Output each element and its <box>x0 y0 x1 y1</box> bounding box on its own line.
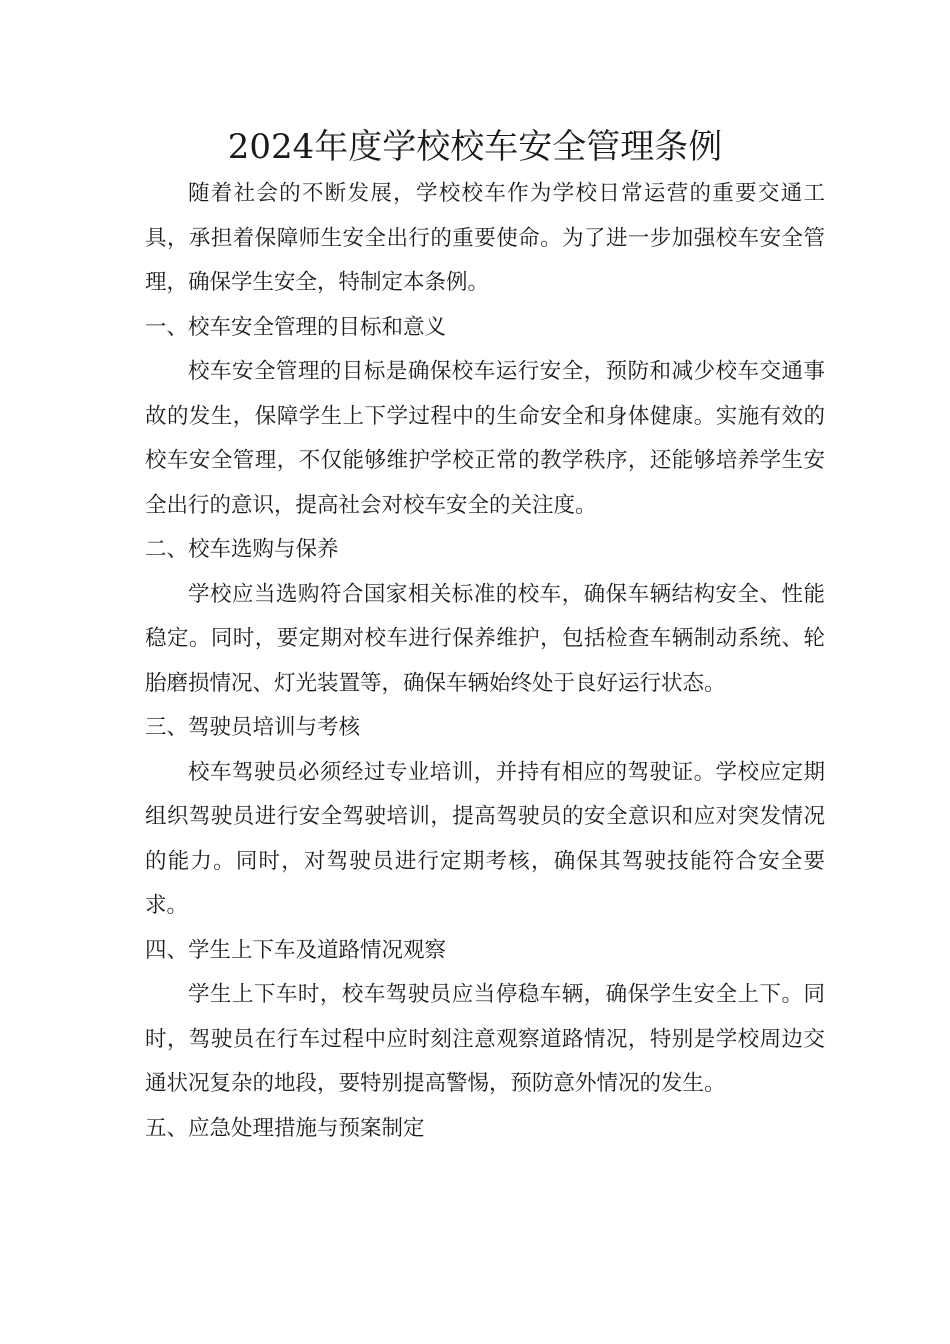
section-text-1: 校车安全管理的目标是确保校车运行安全，预防和减少校车交通事故的发生，保障学生上下学过程中的生命安全和身体健康。实施有效的校车安全管理，不仅能够维护学校正常的教学秩序，还能够培养学生安全出行的意识，提高社会对校车安全的关注度。 <box>145 359 825 518</box>
section-heading-4: 四、学生上下车及道路情况观察 <box>145 937 447 963</box>
document-title: 2024年度学校校车安全管理条例 <box>227 126 723 167</box>
intro-paragraph: 随着社会的不断发展，学校校车作为学校日常运营的重要交通工具，承担着保障师生安全出行的重要使命。为了进一步加强校车安全管理，确保学生安全，特制定本条例。 <box>145 181 825 295</box>
section-heading-3: 三、驾驶员培训与考核 <box>145 715 361 740</box>
section-heading-5: 五、应急处理措施与预案制定 <box>145 1115 425 1141</box>
section-text-4: 学生上下车时，校车驾驶员应当停稳车辆，确保学生安全上下。同时，驾驶员在行车过程中应时刻注意观察道路情况，特别是学校周边交通状况复杂的地段，要特别提高警惕，预防意外情况的发生。 <box>145 982 825 1096</box>
section-heading-2: 二、校车选购与保养 <box>145 537 339 562</box>
section-text-2: 学校应当选购符合国家相关标准的校车，确保车辆结构安全、性能稳定。同时，要定期对校车进行保养维护，包括检查车辆制动系统、轮胎磨损情况、灯光装置等，确保车辆始终处于良好运行状态。 <box>145 581 825 696</box>
document-body <box>145 172 825 1151</box>
section-heading-1: 一、校车安全管理的目标和意义 <box>145 314 447 340</box>
section-text-3: 校车驾驶员必须经过专业培训，并持有相应的驾驶证。学校应定期组织驾驶员进行安全驾驶培训，提高驾驶员的安全意识和应对突发情况的能力。同时，对驾驶员进行定期考核，确保其驾驶技能符合安全要求。 <box>145 759 825 918</box>
